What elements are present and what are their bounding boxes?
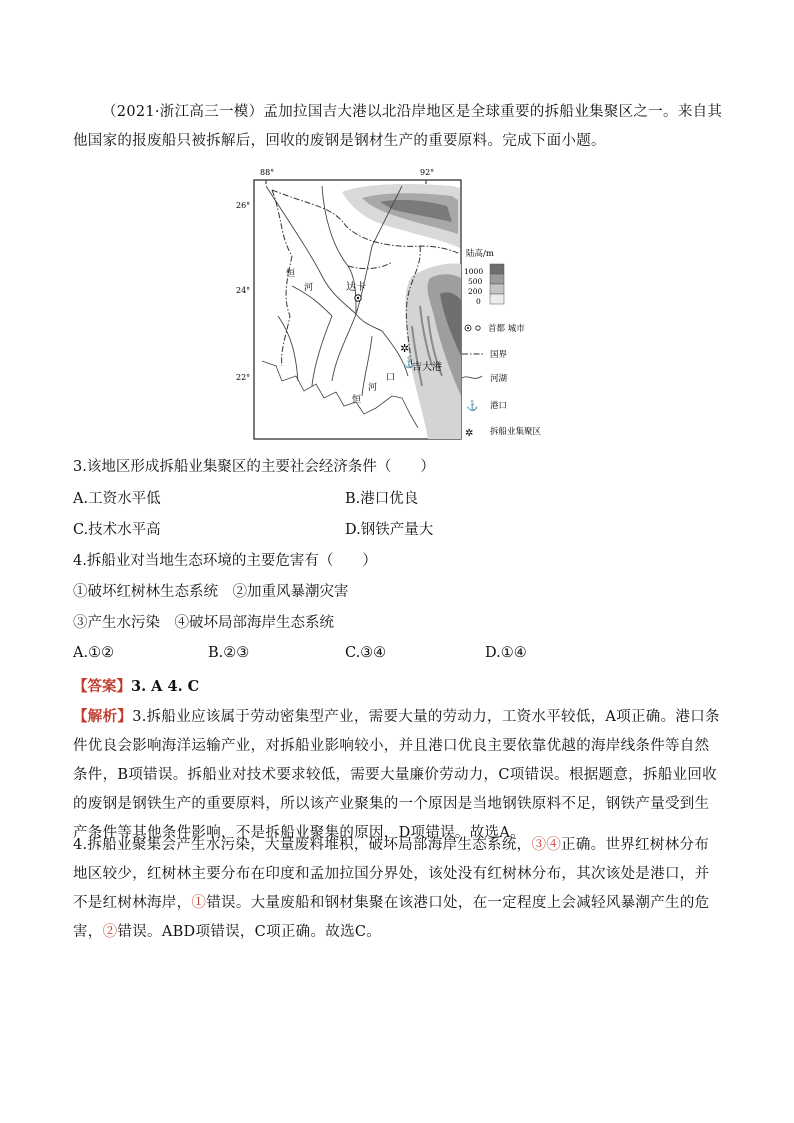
analysis-q4-part3: 错误。大量废船和钢材集聚在该港口处，在一定程度上会减轻风暴潮产生的危害，	[73, 895, 710, 940]
legend-elev-0: 0	[476, 297, 481, 306]
ganges-mouth-1: 恒	[352, 395, 362, 405]
bangladesh-map	[236, 166, 592, 446]
legend-elev-200: 200	[468, 287, 483, 296]
analysis-q4-ref1: ③④	[531, 837, 562, 853]
answer-text: 3. A 4. C	[131, 678, 200, 695]
intro-text: 孟加拉国吉大港以北沿岸地区是全球重要的拆船业集聚区之一。来自其他国家的报废船只被拆解后，回收的废钢是钢材生产的重要原料。完成下面小题。	[73, 104, 723, 149]
q4-option-c: C.③④	[345, 645, 387, 661]
analysis-q4-part4: 错误。ABD项错误，C项正确。故选C。	[117, 924, 382, 940]
intro-paragraph	[73, 98, 723, 156]
question-source: （2021·浙江高三一模）	[102, 104, 264, 120]
q3-option-c: C.技术水平高	[73, 522, 161, 538]
city-icon	[476, 326, 480, 330]
legend-elev-1000: 1000	[464, 267, 484, 276]
shipbreaking-legend-icon: ✲	[465, 428, 474, 439]
shipbreaking-icon: ✲	[400, 342, 410, 355]
legend-elev-500: 500	[468, 277, 483, 286]
lat-label-24: 24°	[236, 286, 251, 295]
answer-line	[73, 675, 199, 696]
ganges-label-2: 河	[304, 283, 314, 293]
q4-items-line2: ③产生水污染 ④破坏局部海岸生态系统	[73, 615, 334, 631]
legend-shipbreaking: 拆船业集聚区	[490, 427, 542, 437]
chittagong-label: 吉大港	[412, 362, 442, 373]
q3-option-b: B.港口优良	[345, 491, 419, 507]
q4-option-d: D.①④	[485, 645, 527, 661]
lat-label-26: 26°	[236, 201, 251, 210]
dhaka-label: 达卡	[346, 282, 366, 293]
dhaka-marker	[355, 295, 361, 301]
answer-tag: 【答案】	[73, 678, 131, 695]
analysis-q4-ref2: ①	[191, 895, 207, 911]
legend-elevation-title: 陆高/m	[466, 249, 494, 259]
q3-option-d: D.钢铁产量大	[345, 522, 434, 538]
legend-river: 河湖	[490, 374, 508, 384]
q4-option-a: A.①②	[73, 645, 115, 661]
lon-label-88: 88°	[260, 168, 275, 177]
q4-stem: 4.拆船业对当地生态环境的主要危害有（ ）	[73, 553, 377, 569]
analysis-q3	[73, 702, 723, 848]
map-legend	[462, 248, 542, 439]
lon-label-92: 92°	[420, 168, 435, 177]
analysis-q4	[73, 831, 723, 947]
q3-stem: 3.该地区形成拆船业集聚区的主要社会经济条件（ ）	[73, 459, 435, 475]
q4-option-b: B.②③	[208, 645, 250, 661]
port-icon: ⚓	[402, 356, 416, 369]
analysis-q4-ref3: ②	[102, 924, 118, 940]
legend-port: 港口	[490, 401, 508, 411]
analysis-q4-part2: 正确。世界红树林分布地区较少，红树林主要分布在印度和孟加拉国分界处，该处没有红树林分布，其次该处是港口，并不是红树林海岸，	[73, 837, 710, 911]
analysis-tag: 【解析】	[73, 708, 133, 725]
legend-border: 国界	[490, 350, 508, 360]
lat-label-22: 22°	[236, 373, 251, 382]
ganges-label-1: 恒	[286, 269, 296, 279]
ganges-mouth-3: 口	[386, 373, 396, 383]
analysis-q4-part1: 4.拆船业聚集会产生水污染，大量废料堆积，破坏局部海岸生态系统，	[73, 837, 532, 853]
river-icon	[462, 376, 482, 378]
q3-option-a: A.工资水平低	[73, 491, 161, 507]
analysis-q3-text: 3.拆船业应该属于劳动密集型产业，需要大量的劳动力，工资水平较低，A项正确。港口条件优良会影响海洋运输产业，对拆船业影响较小，并且港口优良主要依靠优越的海岸线条件等自然条件，B项错误。拆船业对技术要求较低，需要大量廉价劳动力，C项错误。根据题意，拆船业回收的废钢是钢铁生产的重要原料，所以该产业聚集的一个原因是当地钢铁原料不足，钢铁产量受到生产条件等其他条件影响，不是拆船业聚集的原因，D项错误。故选A。	[73, 709, 720, 841]
port-legend-icon: ⚓	[466, 401, 479, 412]
ganges-mouth-2: 河	[368, 383, 378, 393]
legend-capital-city: 首都 城市	[488, 324, 525, 334]
q4-items-line1: ①破坏红树林生态系统 ②加重风暴潮灾害	[73, 584, 349, 600]
